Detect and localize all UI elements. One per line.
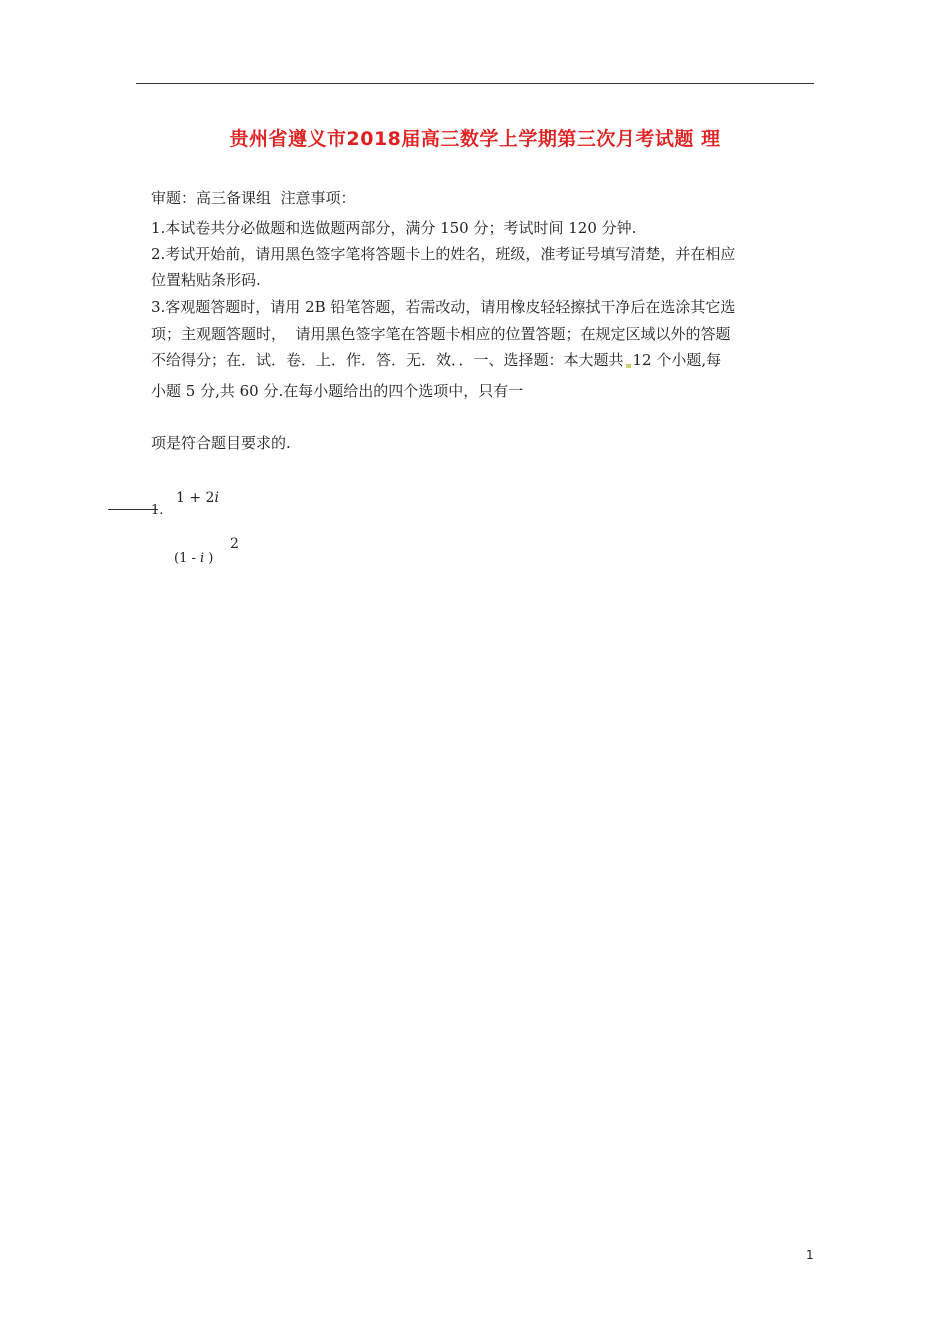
numerator-imaginary: i xyxy=(214,490,219,506)
note-3-cont: 项；主观题答题时， 请用黑色签字笔在答题卡相应的位置答题；在规定区域以外的答题 xyxy=(151,325,731,343)
instruction-text: 不给得分；在．试．卷．上．作．答．无．效．．一、选择题：本大题共 xyxy=(151,351,624,369)
fraction-denominator xyxy=(174,551,213,566)
denominator-right: ) xyxy=(204,551,214,566)
note-1: 1.本试卷共分必做题和选做题两部分，满分 150 分；考试时间 120 分钟. xyxy=(151,219,637,237)
question-number: 1. xyxy=(151,503,164,518)
section-intro-cont: 小题 5 分,共 60 分.在每小题给出的四个选项中，只有一 xyxy=(151,382,524,400)
instruction-text-cont: 12 个小题,每 xyxy=(632,351,722,369)
page-number: 1 xyxy=(806,1248,814,1262)
denominator-left: (1 - xyxy=(174,551,200,566)
fraction-numerator xyxy=(176,490,219,506)
exponent: 2 xyxy=(230,536,239,552)
note-2-cont: 位置粘贴条形码. xyxy=(151,271,261,289)
numerator-text: 1 + 2 xyxy=(176,490,215,506)
note-3-end-section-intro xyxy=(151,350,721,370)
reviewer-line: 审题：高三备课组 注意事项： xyxy=(151,189,356,207)
document-title: 贵州省遵义市2018届高三数学上学期第三次月考试题 理 xyxy=(229,128,721,150)
note-3: 3.客观题答题时，请用 2B 铅笔答题，若需改动，请用橡皮轻轻擦拭干净后在选涂其它选 xyxy=(151,298,736,316)
note-2: 2.考试开始前，请用黑色签字笔将答题卡上的姓名，班级，准考证号填写清楚，并在相应 xyxy=(151,245,736,263)
section-intro-end: 项是符合题目要求的. xyxy=(151,434,291,452)
denominator-imaginary: i xyxy=(200,551,205,566)
header-rule xyxy=(136,83,814,84)
highlight-mark xyxy=(626,364,631,368)
